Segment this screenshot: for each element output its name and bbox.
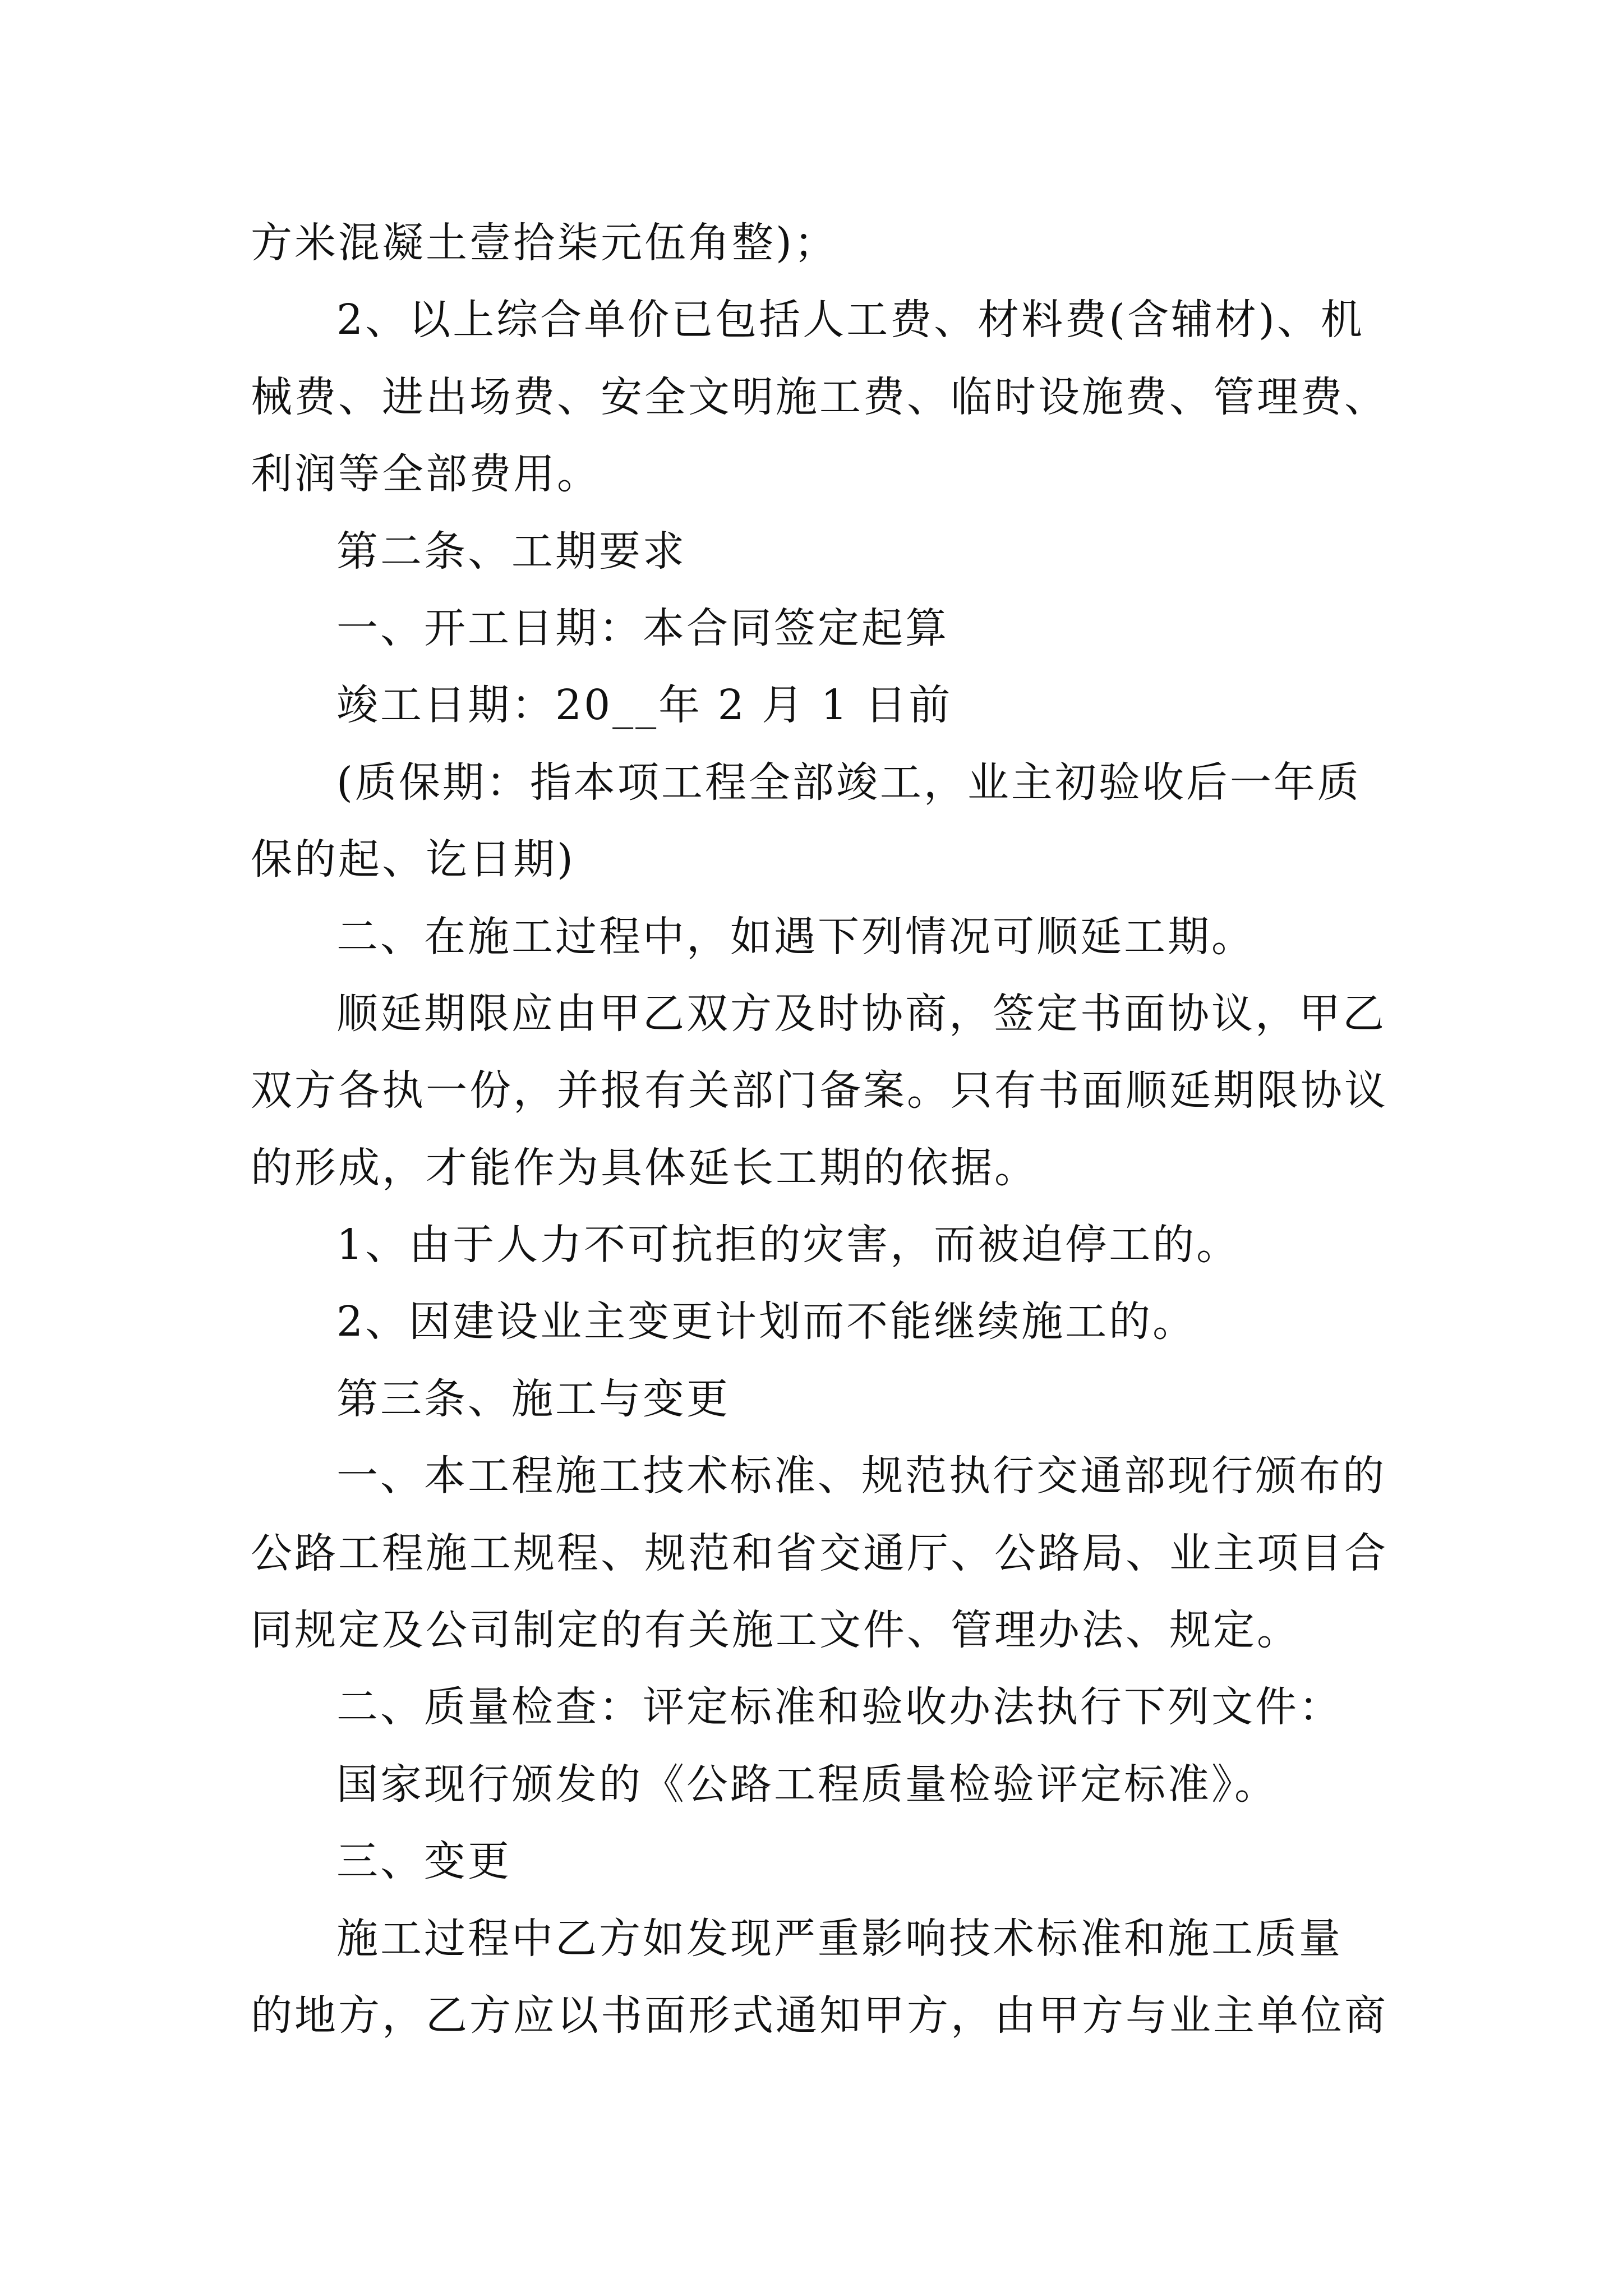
paragraph-standards — [251, 1438, 1484, 1669]
paragraph-quality-standard — [251, 1746, 1484, 1823]
paragraph-line: 方米混凝土壹拾柒元伍角整)； — [251, 219, 838, 267]
paragraph-unit-price-note — [251, 282, 1484, 513]
section-heading — [251, 1361, 1484, 1438]
paragraph-line: 二、质量检查：评定标准和验收办法执行下列文件： — [336, 1683, 1343, 1732]
paragraph-line: 的形成，才能作为具体延长工期的依据。 — [251, 1143, 1038, 1192]
paragraph-extension — [251, 899, 1484, 976]
section-heading-text: 第二条、工期要求 — [336, 527, 686, 576]
paragraph-line: 公路工程施工规程、规范和省交通厅、公路局、业主项目合 — [251, 1529, 1388, 1577]
paragraph-line: 2、以上综合单价已包括人工费、材料费(含辅材)、机 — [336, 296, 1364, 344]
paragraph-line: 保的起、讫日期) — [251, 835, 575, 884]
paragraph-line: 三、变更 — [336, 1837, 511, 1886]
paragraph-quality-check — [251, 1669, 1484, 1746]
paragraph-line: 施工过程中乙方如发现严重影响技术标准和施工质量 — [336, 1914, 1343, 1963]
section-heading-text: 第三条、施工与变更 — [336, 1374, 730, 1423]
paragraph-line: 顺延期限应由甲乙双方及时协商，签定书面协议，甲乙 — [336, 989, 1386, 1038]
paragraph-warranty — [251, 744, 1484, 899]
paragraph-line: 的地方，乙方应以书面形式通知甲方，由甲方与业主单位商 — [251, 1991, 1388, 2040]
list-item — [251, 1207, 1484, 1283]
paragraph-line: 双方各执一份，并报有关部门备案。只有书面顺延期限协议 — [251, 1066, 1388, 1115]
paragraph-line: 国家现行颁发的《公路工程质量检验评定标准》。 — [336, 1760, 1278, 1809]
document-body — [251, 205, 1484, 2054]
paragraph-line: (质保期：指本项工程全部竣工，业主初验收后一年质 — [336, 758, 1361, 807]
section-heading — [251, 513, 1484, 590]
paragraph-completion-date — [251, 667, 1484, 744]
paragraph-line: 一、开工日期：本合同签定起算 — [336, 604, 949, 652]
paragraph-line: 一、本工程施工技术标准、规范执行交通部现行颁布的 — [336, 1452, 1386, 1501]
paragraph-line: 同规定及公司制定的有关施工文件、管理办法、规定。 — [251, 1606, 1301, 1655]
paragraph-extension-agreement — [251, 976, 1484, 1207]
paragraph-continued — [251, 205, 1484, 282]
paragraph-line: 利润等全部费用。 — [251, 450, 601, 499]
paragraph-line: 2、因建设业主变更计划而不能继续施工的。 — [336, 1297, 1197, 1346]
paragraph-changes-heading — [251, 1823, 1484, 1900]
paragraph-changes — [251, 1901, 1484, 2055]
paragraph-start-date — [251, 590, 1484, 667]
paragraph-line: 二、在施工过程中，如遇下列情况可顺延工期。 — [336, 912, 1255, 961]
paragraph-line: 械费、进出场费、安全文明施工费、临时设施费、管理费、 — [251, 372, 1388, 421]
list-item — [251, 1283, 1484, 1360]
paragraph-line: 竣工日期：20__年 2 月 1 日前 — [336, 681, 953, 730]
paragraph-line: 1、由于人力不可抗拒的灾害，而被迫停工的。 — [336, 1221, 1241, 1269]
